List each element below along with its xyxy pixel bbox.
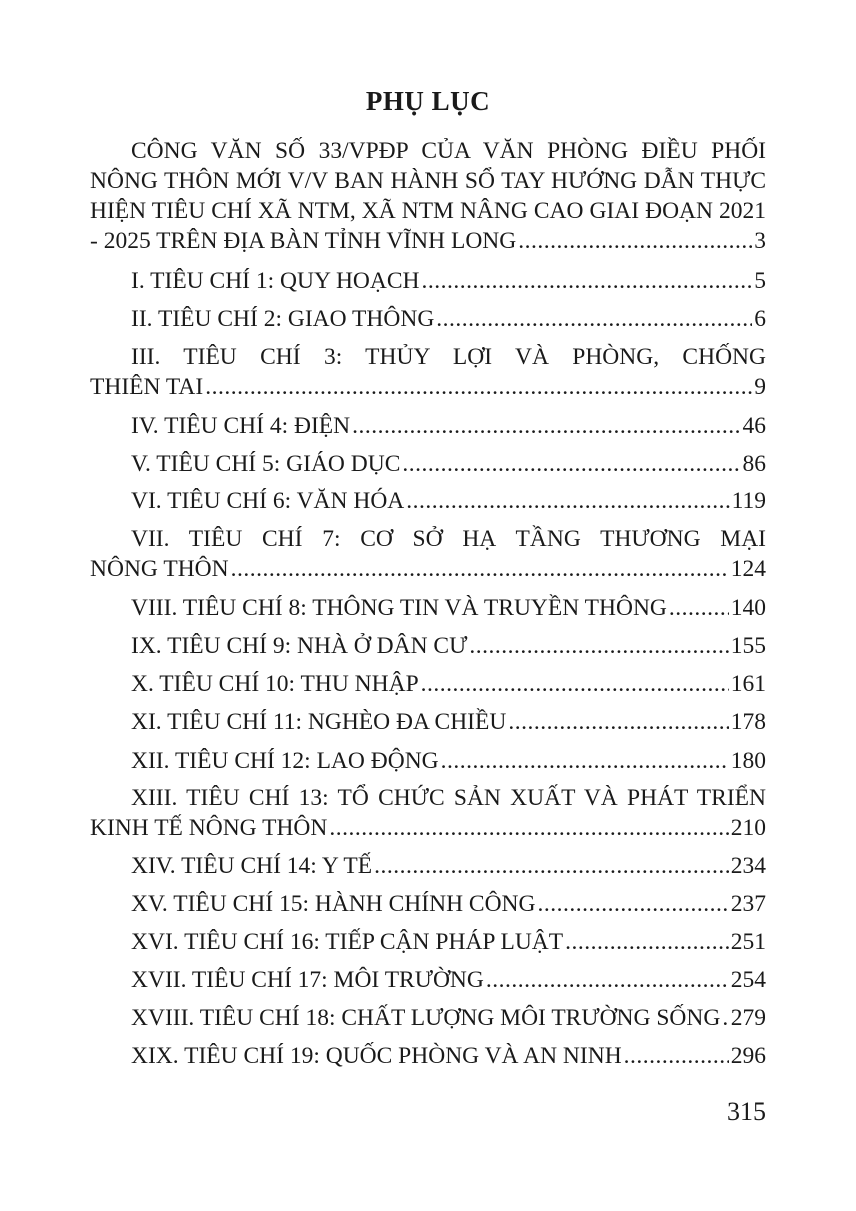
toc-page-number: 140 xyxy=(730,595,766,621)
toc-entry-line xyxy=(90,1041,766,1071)
toc-entry-line xyxy=(90,593,766,623)
toc-page-number: 161 xyxy=(730,671,766,697)
toc-entry-title: V. TIÊU CHÍ 5: GIÁO DỤC xyxy=(131,451,401,477)
toc-entry-title: I. TIÊU CHÍ 1: QUY HOẠCH xyxy=(131,268,420,294)
toc-entry xyxy=(90,136,766,256)
toc-entry xyxy=(90,669,766,699)
toc-entry xyxy=(90,524,766,584)
toc-entry-title: VI. TIÊU CHÍ 6: VĂN HÓA xyxy=(131,488,405,514)
toc-entry xyxy=(90,965,766,995)
toc-entry xyxy=(90,746,766,776)
toc-entry-line xyxy=(90,813,766,843)
toc-entry-line xyxy=(90,927,766,957)
toc-entry-line xyxy=(90,304,766,334)
page-number: 315 xyxy=(727,1097,766,1126)
toc-dot-leader xyxy=(402,449,740,479)
toc-dot-leader xyxy=(421,669,729,699)
toc-page-number: 3 xyxy=(754,228,766,254)
toc-entry-line: CÔNG VĂN SỐ 33/VPĐP CỦA VĂN PHÒNG ĐIỀU PHỐI xyxy=(131,138,766,164)
toc-entry-title: XVIII. TIÊU CHÍ 18: CHẤT LƯỢNG MÔI TRƯỜNG SỐNG xyxy=(131,1005,721,1031)
toc-entry-line xyxy=(90,226,766,256)
toc-entry xyxy=(90,783,766,843)
toc-entry-title: KINH TẾ NÔNG THÔN xyxy=(90,815,328,841)
toc-page-number: 9 xyxy=(754,374,766,400)
toc-entry-line xyxy=(90,554,766,584)
toc-entry-title: X. TIÊU CHÍ 10: THU NHẬP xyxy=(131,671,419,697)
toc-dot-leader xyxy=(441,746,729,776)
toc-entry-line xyxy=(90,707,766,737)
toc-dot-leader xyxy=(352,411,740,441)
toc-entry-line xyxy=(90,266,766,296)
toc-page-number: 178 xyxy=(730,709,766,735)
toc-dot-leader xyxy=(205,372,752,402)
toc-page-number: 86 xyxy=(742,451,766,477)
toc-dot-leader xyxy=(565,927,729,957)
toc-page-number: 296 xyxy=(730,1043,766,1069)
toc-dot-leader xyxy=(486,965,729,995)
toc-entry xyxy=(90,486,766,516)
toc-dot-leader xyxy=(722,1003,728,1033)
toc-page-number: 237 xyxy=(730,891,766,917)
toc-page-number: 234 xyxy=(730,853,766,879)
toc-entry-title: VIII. TIÊU CHÍ 8: THÔNG TIN VÀ TRUYỀN THÔNG xyxy=(131,595,667,621)
toc-entry xyxy=(90,593,766,623)
toc-page-number: 5 xyxy=(754,268,766,294)
toc-entry xyxy=(90,266,766,296)
toc-entry-line xyxy=(90,669,766,699)
toc-entry-line xyxy=(90,889,766,919)
toc-entry xyxy=(90,707,766,737)
toc-entry xyxy=(90,631,766,661)
toc-entry-line xyxy=(90,372,766,402)
toc-entry-line xyxy=(90,486,766,516)
toc-dot-leader xyxy=(469,631,728,661)
toc-entry-title: - 2025 TRÊN ĐỊA BÀN TỈNH VĨNH LONG xyxy=(90,228,517,254)
toc-entry-title: THIÊN TAI xyxy=(90,374,204,400)
toc-page-number: 254 xyxy=(730,967,766,993)
toc-entry-title: XVI. TIÊU CHÍ 16: TIẾP CẬN PHÁP LUẬT xyxy=(131,929,564,955)
toc-entry-title: XIV. TIÊU CHÍ 14: Y TẾ xyxy=(131,853,373,879)
toc-dot-leader xyxy=(436,304,752,334)
toc-dot-leader xyxy=(231,554,729,584)
toc-entry-line xyxy=(90,851,766,881)
toc-dot-leader xyxy=(329,813,728,843)
toc-entry-title: II. TIÊU CHÍ 2: GIAO THÔNG xyxy=(131,306,435,332)
toc-entry-title: XI. TIÊU CHÍ 11: NGHÈO ĐA CHIỀU xyxy=(131,709,507,735)
toc-page-number: 251 xyxy=(730,929,766,955)
toc-page-number: 279 xyxy=(730,1005,766,1031)
toc-dot-leader xyxy=(374,851,729,881)
toc-entry-line: HIỆN TIÊU CHÍ XÃ NTM, XÃ NTM NÂNG CAO GIAI ĐOẠN 2021 xyxy=(90,198,766,224)
toc-entry xyxy=(90,304,766,334)
toc-dot-leader xyxy=(518,226,752,256)
toc-entry-title: IX. TIÊU CHÍ 9: NHÀ Ở DÂN CƯ xyxy=(131,633,468,659)
toc-entry-line xyxy=(90,631,766,661)
toc-dot-leader xyxy=(422,266,753,296)
toc-entry xyxy=(90,411,766,441)
toc-dot-leader xyxy=(508,707,728,737)
toc-page-number: 155 xyxy=(730,633,766,659)
toc-page-number: 119 xyxy=(731,488,766,514)
toc-entry xyxy=(90,927,766,957)
toc-page-number: 210 xyxy=(730,815,766,841)
toc-entry xyxy=(90,851,766,881)
toc-entry-title: NÔNG THÔN xyxy=(90,556,229,582)
table-of-contents xyxy=(90,128,766,1071)
toc-entry-title: XII. TIÊU CHÍ 12: LAO ĐỘNG xyxy=(131,748,439,774)
toc-entry-line xyxy=(90,746,766,776)
toc-entry-line xyxy=(90,449,766,479)
toc-entry-title: IV. TIÊU CHÍ 4: ĐIỆN xyxy=(131,413,351,439)
page-title: PHỤ LỤC xyxy=(365,86,491,116)
toc-entry xyxy=(90,342,766,402)
toc-entry-title: XIX. TIÊU CHÍ 19: QUỐC PHÒNG VÀ AN NINH xyxy=(131,1043,622,1069)
toc-entry xyxy=(90,889,766,919)
toc-page-number: 46 xyxy=(742,413,766,439)
toc-entry-line: III. TIÊU CHÍ 3: THỦY LỢI VÀ PHÒNG, CHỐNG xyxy=(131,344,766,370)
toc-dot-leader xyxy=(406,486,729,516)
toc-entry-title: XV. TIÊU CHÍ 15: HÀNH CHÍNH CÔNG xyxy=(131,891,536,917)
toc-dot-leader xyxy=(624,1041,729,1071)
toc-page-number: 124 xyxy=(730,556,766,582)
toc-dot-leader xyxy=(669,593,729,623)
toc-entry-line: XIII. TIÊU CHÍ 13: TỔ CHỨC SẢN XUẤT VÀ PHÁT TRIỂN xyxy=(131,785,766,811)
toc-page-number: 180 xyxy=(730,748,766,774)
toc-entry-line: VII. TIÊU CHÍ 7: CƠ SỞ HẠ TẦNG THƯƠNG MẠI xyxy=(131,526,766,552)
toc-page-number: 6 xyxy=(754,306,766,332)
toc-entry xyxy=(90,1041,766,1071)
toc-dot-leader xyxy=(538,889,729,919)
toc-entry-line xyxy=(90,1003,766,1033)
toc-entry xyxy=(90,449,766,479)
toc-entry xyxy=(90,1003,766,1033)
toc-entry-line xyxy=(90,965,766,995)
toc-entry-line xyxy=(90,411,766,441)
toc-entry-line: NÔNG THÔN MỚI V/V BAN HÀNH SỔ TAY HƯỚNG DẪN THỰC xyxy=(90,168,766,194)
toc-entry-title: XVII. TIÊU CHÍ 17: MÔI TRƯỜNG xyxy=(131,967,484,993)
